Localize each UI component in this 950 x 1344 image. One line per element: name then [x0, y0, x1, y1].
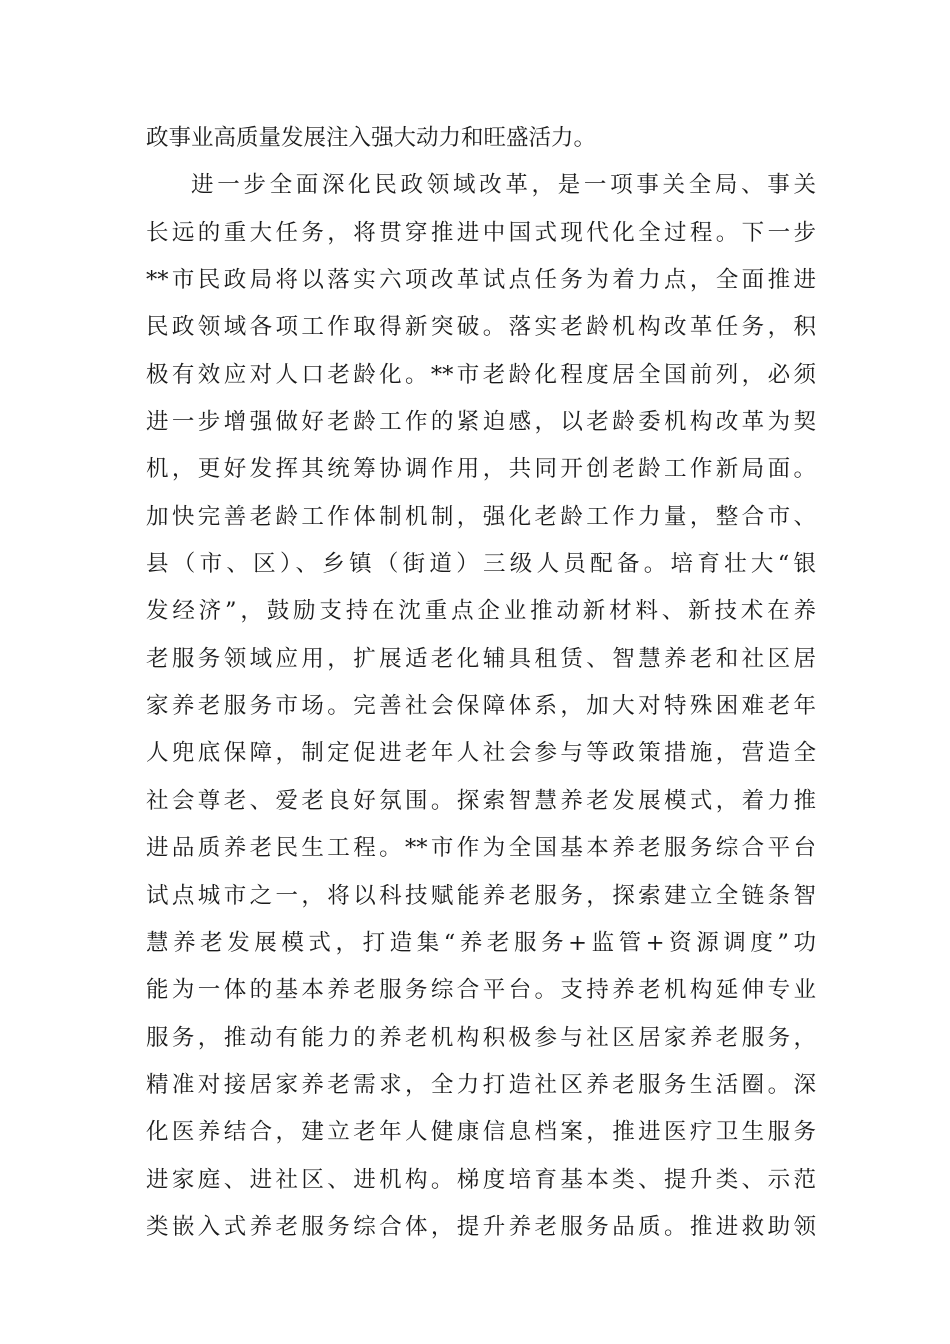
- text-line: 机，更好发挥其统筹协调作用，共同开创老龄工作新局面。: [146, 456, 816, 483]
- text-line: 发经济”，鼓励支持在沈重点企业推动新材料、新技术在养: [146, 598, 816, 625]
- text-line: 精准对接居家养老需求，全力打造社区养老服务生活圈。深: [146, 1071, 816, 1098]
- body-text: [146, 115, 816, 1251]
- text-line: **市民政局将以落实六项改革试点任务为着力点，全面推进: [146, 267, 816, 294]
- text-line: 政事业高质量发展注入强大动力和旺盛活力。: [146, 125, 597, 151]
- text-line: 进品质养老民生工程。**市作为全国基本养老服务综合平台: [146, 835, 816, 862]
- text-line: 老服务领域应用，扩展适老化辅具租赁、智慧养老和社区居: [146, 645, 816, 672]
- text-line: 试点城市之一，将以科技赋能养老服务，探索建立全链条智: [146, 882, 816, 909]
- text-line: 极有效应对人口老龄化。**市老龄化程度居全国前列，必须: [146, 361, 816, 388]
- text-line: 长远的重大任务，将贯穿推进中国式现代化全过程。下一步: [146, 219, 816, 246]
- text-line: 家养老服务市场。完善社会保障体系，加大对特殊困难老年: [146, 693, 816, 720]
- text-line: 社会尊老、爱老良好氛围。探索智慧养老发展模式，着力推: [146, 787, 816, 814]
- text-line: 进家庭、进社区、进机构。梯度培育基本类、提升类、示范: [146, 1166, 816, 1193]
- text-line: 县（市、区）、乡镇（街道）三级人员配备。培育壮大“银: [146, 551, 816, 578]
- text-line: 慧养老发展模式，打造集“养老服务+监管+资源调度”功: [146, 929, 816, 956]
- text-line: 能为一体的基本养老服务综合平台。支持养老机构延伸专业: [146, 977, 816, 1004]
- text-line: 服务，推动有能力的养老机构积极参与社区居家养老服务，: [146, 1024, 816, 1051]
- text-line: 人兜底保障，制定促进老年人社会参与等政策措施，营造全: [146, 740, 816, 767]
- text-line: 类嵌入式养老服务综合体，提升养老服务品质。推进救助领: [146, 1213, 816, 1240]
- paragraph-first-line: 进一步全面深化民政领域改革，是一项事关全局、事关: [191, 172, 816, 199]
- text-line: 民政领域各项工作取得新突破。落实老龄机构改革任务，积: [146, 314, 816, 341]
- text-line: 加快完善老龄工作体制机制，强化老龄工作力量，整合市、: [146, 503, 816, 530]
- text-line: 进一步增强做好老龄工作的紧迫感，以老龄委机构改革为契: [146, 409, 816, 436]
- text-line: 化医养结合，建立老年人健康信息档案，推进医疗卫生服务: [146, 1119, 816, 1146]
